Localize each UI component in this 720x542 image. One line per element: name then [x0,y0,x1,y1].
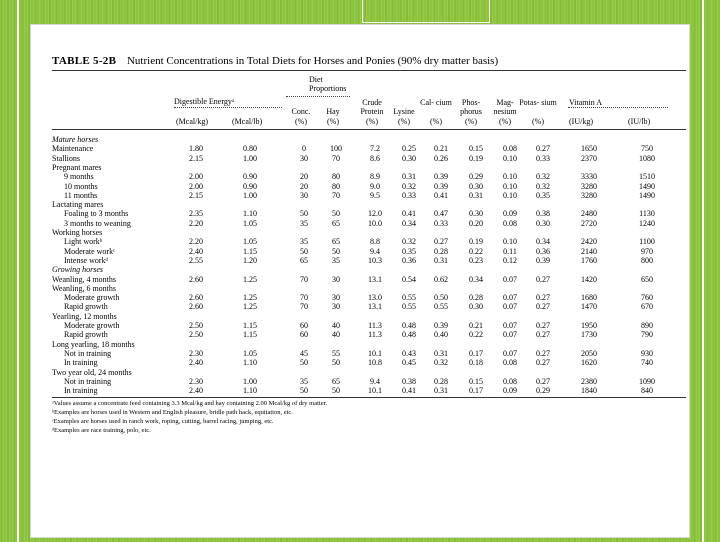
table-cell: 0.31 [469,190,483,200]
hay-unit: (%) [327,117,339,126]
table-cell: 0.22 [469,330,483,340]
table-cell: 0.11 [503,246,517,256]
crude-protein-unit: (%) [366,117,378,126]
table-cell: 0.10 [503,237,517,247]
row-label: Lactating mares [52,200,104,210]
table-cell: 2.60 [189,302,203,312]
table-cell: 30 [332,274,340,284]
table-cell: 2380 [581,376,597,386]
table-caption: Nutrient Concentrations in Total Diets for Horses and Ponies (90% dry matter basis) [126,55,499,67]
table-cell: 0.30 [536,218,550,228]
table-cell: 1.05 [243,348,257,358]
table-cell: 1130 [639,209,655,219]
table-cell: 1.25 [243,302,257,312]
lysine-unit: (%) [398,117,410,126]
table-cell: 8.6 [370,153,380,163]
table-cell: 0.62 [434,274,448,284]
table-cell: 50 [332,209,340,219]
table-cell: 70 [332,190,340,200]
row-label: Pregnant mares [52,162,102,172]
table-cell: 2.50 [189,321,203,330]
table-cell: 2.20 [189,237,203,247]
table-cell: 0.07 [503,321,517,330]
table-cell: 2.00 [189,181,203,191]
vitamin-a-header: Vitamin A [569,98,603,107]
table-cell: 1.10 [243,209,257,219]
table-cell: 20 [300,172,308,182]
diet-proportions-header: Diet Proportions [309,75,347,93]
conc-header: Conc. [291,107,311,116]
table-cell: 0.33 [536,153,550,163]
table-cell: 0.07 [503,348,517,358]
table-cell: 0.28 [434,246,448,256]
table-cell: 0.30 [469,181,483,191]
row-label: Not in training [64,348,112,358]
table-cell: 70 [300,274,308,284]
table-cell: 0.07 [503,274,517,284]
table-cell: 0.31 [402,172,416,182]
row-label: Intense workᵈ [64,255,109,265]
table-cell: 0.26 [434,153,448,163]
table-cell: 30 [332,302,340,312]
table-cell: 0.09 [503,209,517,219]
table-cell: 0.48 [402,321,416,330]
table-cell: 0.43 [402,348,416,358]
table-cell: 0.27 [536,144,550,154]
table-cell: 0.18 [469,358,483,368]
table-cell: 2.60 [189,274,203,284]
row-label: Long yearling, 18 months [52,339,135,349]
table-cell: 60 [300,330,308,340]
table-cell: 970 [641,246,653,256]
table-cell: 8.9 [370,172,380,182]
row-label: Rapid growth [64,302,108,312]
table-cell: 0.28 [434,376,448,386]
table-cell: 10.3 [368,255,382,265]
mcal-kg-unit: (Mcal/kg) [176,117,208,126]
row-label: Not in training [64,376,112,386]
table-cell: 0.39 [434,321,448,330]
table-cell: 2.30 [189,348,203,358]
table-cell: 100 [330,144,342,154]
table-cell: 1490 [639,181,655,191]
table-cell: 1.10 [243,386,257,396]
table-cell: 0.17 [469,386,483,396]
table-cell: 2.20 [189,218,203,228]
table-cell: 11.3 [368,321,382,330]
table-cell: 0.09 [503,386,517,396]
table-cell: 1.00 [243,153,257,163]
row-label: Growing horses [52,265,104,275]
table-cell: 1840 [581,386,597,396]
table-cell: 0.15 [469,144,483,154]
table-cell: 65 [300,255,308,265]
table-cell: 0.27 [536,321,550,330]
iu-kg-unit: (IU/kg) [569,117,593,126]
table-cell: 0.27 [536,302,550,312]
calcium-header: Cal- cium [420,98,452,107]
table-cell: 0.10 [503,153,517,163]
table-title [52,55,498,67]
table-cell: 0.27 [536,376,550,386]
table-cell: 0.41 [402,386,416,396]
table-cell: 30 [332,293,340,303]
vitamin-a-header-rule [568,107,668,108]
table-cell: 2.00 [189,172,203,182]
table-cell: 670 [641,302,653,312]
row-label: Two year old, 24 months [52,367,132,377]
table-top-rule [52,70,686,71]
table-cell: 0.31 [434,255,448,265]
table-cell: 1.25 [243,293,257,303]
footnote: ᵇExamples are horses used in Western and English pleasure, bridle path hack, equitation, etc. [52,409,293,417]
row-label: 3 months to weaning [64,218,131,228]
phosphorus-header: Phos- phorus [460,98,482,116]
table-cell: 800 [641,255,653,265]
row-label: In training [64,358,98,368]
table-cell: 0.27 [536,330,550,340]
table-cell: 0.08 [503,218,517,228]
phosphorus-unit: (%) [465,117,477,126]
table-cell: 10.1 [368,348,382,358]
table-cell: 3330 [581,172,597,182]
table-cell: 50 [332,386,340,396]
table-cell: 60 [300,321,308,330]
table-cell: 10.1 [368,386,382,396]
table-cell: 1.20 [243,255,257,265]
table-number: TABLE 5-2B [52,55,117,67]
table-cell: 1240 [639,218,655,228]
slide-frame-top-box [362,0,490,23]
footnote: ᶜExamples are horses used in ranch work, roping, cutting, barrel racing, jumping, etc. [52,418,274,426]
table-cell: 0.54 [402,274,416,284]
table-cell: 35 [332,255,340,265]
table-cell: 0.19 [469,153,483,163]
table-cell: 50 [300,386,308,396]
table-cell: 0.38 [402,376,416,386]
table-cell: 50 [300,246,308,256]
table-cell: 0.23 [469,255,483,265]
table-cell: 0.32 [402,181,416,191]
row-label: Weanling, 6 months [52,283,117,293]
table-cell: 1100 [639,237,655,247]
table-cell: 2.55 [189,255,203,265]
conc-unit: (%) [295,117,307,126]
table-cell: 2.35 [189,209,203,219]
footnote: ᵈExamples are race training, polo, etc. [52,427,151,435]
table-cell: 750 [641,144,653,154]
table-cell: 0.08 [503,358,517,368]
row-label: 11 months [64,190,98,200]
energy-header-rule [174,107,282,108]
table-cell: 2.15 [189,153,203,163]
table-cell: 1680 [581,293,597,303]
hay-header: Hay [326,107,340,116]
table-cell: 0.36 [402,255,416,265]
table-cell: 30 [300,190,308,200]
crude-protein-header: Crude Protein [360,98,384,116]
row-label: Stallions [52,153,81,163]
table-cell: 2480 [581,209,597,219]
table-cell: 0.29 [469,172,483,182]
table-cell: 0.41 [434,190,448,200]
table-cell: 1.05 [243,218,257,228]
table-cell: 0.29 [536,386,550,396]
table-cell: 0.25 [402,144,416,154]
table-cell: 10.0 [368,218,382,228]
table-cell: 0.41 [402,209,416,219]
table-cell: 0.34 [402,218,416,228]
row-label: Light workᵇ [64,237,103,247]
table-cell: 0.39 [434,181,448,191]
table-cell: 1.00 [243,376,257,386]
table-cell: 0.33 [434,218,448,228]
table-cell: 9.4 [370,246,380,256]
table-cell: 0.45 [402,358,416,368]
table-cell: 10.8 [368,358,382,368]
table-cell: 8.8 [370,237,380,247]
table-cell: 0.39 [434,172,448,182]
table-cell: 0.90 [243,181,257,191]
table-cell: 0.27 [536,293,550,303]
table-bottom-rule [52,397,686,398]
table-cell: 0.07 [503,330,517,340]
table-cell: 2.60 [189,293,203,303]
table-cell: 1.80 [189,144,203,154]
row-label: In training [64,386,98,396]
table-cell: 0.30 [402,153,416,163]
table-cell: 0.20 [469,218,483,228]
diet-header-rule [286,96,350,97]
table-cell: 35 [300,237,308,247]
row-label: Yearling, 12 months [52,311,117,321]
energy-header: Digestible Energyᵃ [174,97,235,106]
table-cell: 50 [332,358,340,368]
table-cell: 1.15 [243,330,257,340]
table-cell: 0.22 [469,246,483,256]
table-cell: 0.39 [536,255,550,265]
table-cell: 30 [300,153,308,163]
table-cell: 1.10 [243,358,257,368]
table-cell: 0.35 [536,190,550,200]
potassium-unit: (%) [532,117,544,126]
row-label: Moderate workᶜ [64,246,116,256]
table-cell: 2.15 [189,190,203,200]
table-cell: 65 [332,237,340,247]
table-cell: 2420 [581,237,597,247]
table-cell: 20 [300,181,308,191]
slide-content-area [30,24,690,538]
table-cell: 2.40 [189,246,203,256]
table-cell: 0.17 [469,348,483,358]
row-label: Working horses [52,228,103,237]
table-cell: 9.5 [370,190,380,200]
table-cell: 0.32 [434,358,448,368]
table-cell: 0.38 [536,209,550,219]
table-cell: 0.19 [469,237,483,247]
table-cell: 40 [332,330,340,340]
table-cell: 65 [332,218,340,228]
table-cell: 0.36 [536,246,550,256]
table-cell: 0.27 [536,358,550,368]
table-cell: 1.00 [243,190,257,200]
table-cell: 0.32 [536,181,550,191]
table-cell: 0.80 [243,144,257,154]
table-cell: 2.50 [189,330,203,340]
table-cell: 1760 [581,255,597,265]
table-cell: 12.0 [368,209,382,219]
table-cell: 9.0 [370,181,380,191]
table-cell: 0.32 [402,237,416,247]
table-cell: 3280 [581,190,597,200]
table-cell: 0.31 [434,386,448,396]
table-cell: 760 [641,293,653,303]
table-cell: 0.34 [469,274,483,284]
table-cell: 2140 [581,246,597,256]
table-cell: 0 [302,144,306,154]
row-label: Maintenance [52,144,94,154]
magnesium-unit: (%) [499,117,511,126]
row-label: Mature horses [52,135,99,144]
table-cell: 0.35 [402,246,416,256]
table-cell: 1090 [639,376,655,386]
table-cell: 80 [332,172,340,182]
row-label: Moderate growth [64,293,120,303]
table-cell: 70 [300,302,308,312]
table-cell: 1470 [581,302,597,312]
row-label: Weanling, 4 months [52,274,117,284]
table-cell: 0.33 [402,190,416,200]
table-cell: 1490 [639,190,655,200]
table-cell: 40 [332,321,340,330]
table-cell: 0.30 [469,302,483,312]
table-cell: 890 [641,321,653,330]
table-cell: 0.55 [402,293,416,303]
table-cell: 13.1 [368,302,382,312]
table-cell: 0.21 [469,321,483,330]
footnote: ᵃValues assume a concentrate feed containing 3.3 Mcal/kg and hay containing 2.00 Mcal/kg of dry matter. [52,400,328,408]
slide-frame-left-line [17,0,19,542]
table-cell: 50 [300,209,308,219]
magnesium-header: Mag- nesium [493,98,517,116]
table-cell: 35 [300,376,308,386]
table-cell: 0.31 [434,348,448,358]
table-cell: 65 [332,376,340,386]
table-cell: 790 [641,330,653,340]
table-cell: 11.3 [368,330,382,340]
table-cell: 70 [300,293,308,303]
table-cell: 0.30 [469,209,483,219]
table-cell: 35 [300,218,308,228]
table-cell: 50 [300,358,308,368]
table-cell: 55 [332,348,340,358]
table-cell: 45 [300,348,308,358]
table-cell: 2050 [581,348,597,358]
table-cell: 2.40 [189,386,203,396]
table-cell: 1420 [581,274,597,284]
table-cell: 0.55 [402,302,416,312]
row-label: Foaling to 3 months [64,209,129,219]
table-cell: 13.0 [368,293,382,303]
slide-frame-right-line [702,0,704,542]
table-cell: 70 [332,153,340,163]
table-cell: 0.08 [503,144,517,154]
potassium-header: Potas- sium [519,98,557,107]
table-cell: 3280 [581,181,597,191]
table-cell: 1.05 [243,237,257,247]
table-cell: 2.30 [189,376,203,386]
table-cell: 0.08 [503,376,517,386]
table-cell: 0.48 [402,330,416,340]
row-label: 9 months [64,172,94,182]
table-cell: 2.40 [189,358,203,368]
table-cell: 1730 [581,330,597,340]
table-cell: 1.25 [243,274,257,284]
row-label: Moderate growth [64,321,120,330]
table-cell: 930 [641,348,653,358]
table-cell: 0.34 [536,237,550,247]
table-cell: 0.07 [503,293,517,303]
row-label: Rapid growth [64,330,108,340]
table-cell: 840 [641,386,653,396]
table-cell: 1080 [639,153,655,163]
table-cell: 0.10 [503,172,517,182]
table-cell: 0.12 [503,255,517,265]
table-cell: 0.27 [536,274,550,284]
table-cell: 1.15 [243,246,257,256]
table-cell: 0.32 [536,172,550,182]
table-cell: 0.07 [503,302,517,312]
table-cell: 1620 [581,358,597,368]
mcal-lb-unit: (Mcal/lb) [232,117,263,126]
table-cell: 1950 [581,321,597,330]
table-cell: 0.10 [503,181,517,191]
table-cell: 2720 [581,218,597,228]
table-cell: 0.27 [434,237,448,247]
table-cell: 7.2 [370,144,380,154]
table-cell: 13.1 [368,274,382,284]
table-cell: 0.27 [536,348,550,358]
table-cell: 0.50 [434,293,448,303]
table-cell: 740 [641,358,653,368]
table-cell: 650 [641,274,653,284]
table-cell: 1650 [581,144,597,154]
table-cell: 2370 [581,153,597,163]
table-cell: 80 [332,181,340,191]
table-cell: 0.21 [434,144,448,154]
table-cell: 50 [332,246,340,256]
table-cell: 0.40 [434,330,448,340]
table-cell: 0.55 [434,302,448,312]
table-cell: 0.90 [243,172,257,182]
table-cell: 0.10 [503,190,517,200]
table-cell: 0.28 [469,293,483,303]
table-cell: 9.4 [370,376,380,386]
iu-lb-unit: (IU/lb) [628,117,651,126]
table-cell: 1510 [639,172,655,182]
table-cell: 1.15 [243,321,257,330]
calcium-unit: (%) [430,117,442,126]
table-cell: 0.47 [434,209,448,219]
row-label: 10 months [64,181,98,191]
table-cell: 0.15 [469,376,483,386]
lysine-header: Lysine [393,107,415,116]
table-header-rule [52,129,686,130]
table-row [52,386,686,396]
